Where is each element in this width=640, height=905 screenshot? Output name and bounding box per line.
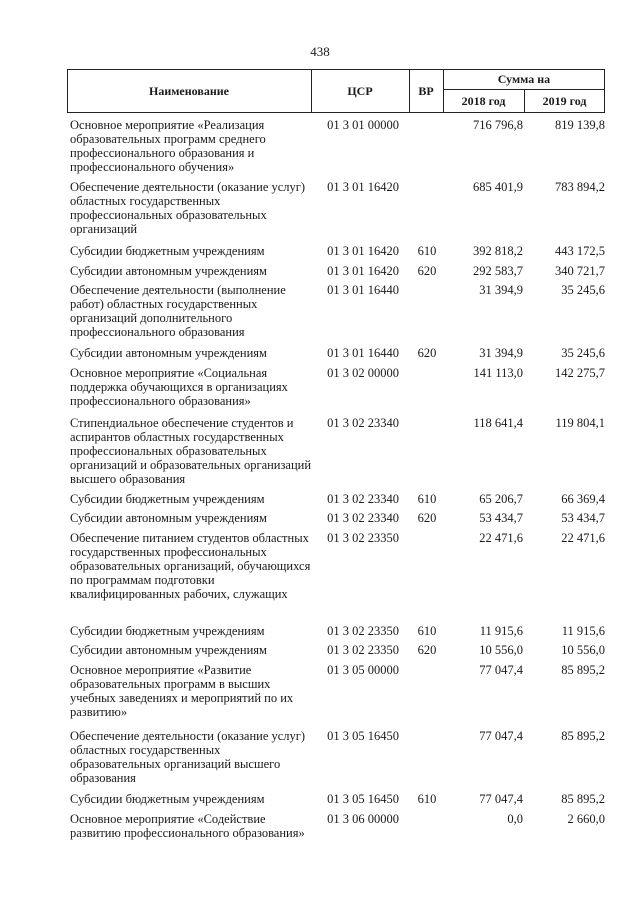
- row-sum-2019: 85 895,2: [561, 663, 605, 677]
- table-header: [67, 69, 605, 113]
- row-csr: 01 3 02 23340: [327, 416, 399, 430]
- row-name: Субсидии автономным учреждениям: [70, 511, 267, 525]
- row-name: Основное мероприятие «Содействие развитию профессионального образования»: [70, 812, 305, 840]
- row-vr: 620: [417, 643, 437, 657]
- row-name: Основное мероприятие «Социальная поддержка обучающихся в организациях профессионального образования»: [70, 366, 288, 408]
- row-sum-2019: 340 721,7: [555, 264, 605, 278]
- row-csr: 01 3 05 00000: [327, 663, 399, 677]
- row-sum-2019: 66 369,4: [561, 492, 605, 506]
- row-vr: 610: [417, 792, 437, 806]
- row-sum-2019: 443 172,5: [555, 244, 605, 258]
- row-sum-2018: 65 206,7: [479, 492, 523, 506]
- row-name: Обеспечение деятельности (оказание услуг) областных государственных образовательных организаций высшего образования: [70, 729, 306, 785]
- row-csr: 01 3 02 23350: [327, 624, 399, 638]
- row-sum-2018: 77 047,4: [479, 663, 523, 677]
- row-csr: 01 3 02 23340: [327, 492, 399, 506]
- row-csr: 01 3 02 00000: [327, 366, 399, 380]
- row-vr: 620: [417, 264, 437, 278]
- row-csr: 01 3 05 16450: [327, 792, 399, 806]
- row-sum-2018: 0,0: [507, 812, 523, 826]
- row-sum-2018: 77 047,4: [479, 729, 523, 743]
- row-name: Субсидии бюджетным учреждениям: [70, 624, 265, 638]
- row-csr: 01 3 01 16440: [327, 283, 399, 297]
- row-sum-2018: 141 113,0: [473, 366, 523, 380]
- row-csr: 01 3 02 23350: [327, 531, 399, 545]
- row-sum-2019: 119 804,1: [555, 416, 605, 430]
- row-name: Субсидии бюджетным учреждениям: [70, 492, 265, 506]
- row-sum-2018: 31 394,9: [479, 283, 523, 297]
- row-csr: 01 3 01 16440: [327, 346, 399, 360]
- row-sum-2019: 819 139,8: [555, 118, 605, 132]
- row-sum-2019: 35 245,6: [561, 346, 605, 360]
- row-vr: 610: [417, 624, 437, 638]
- row-csr: 01 3 02 23350: [327, 643, 399, 657]
- row-csr: 01 3 01 16420: [327, 244, 399, 258]
- row-csr: 01 3 01 16420: [327, 264, 399, 278]
- row-name: Стипендиальное обеспечение студентов и аспирантов областных государственных профессиональных образовательных организаций и образовательных организаций высшего образования: [70, 416, 312, 486]
- row-sum-2019: 85 895,2: [561, 792, 605, 806]
- row-sum-2018: 77 047,4: [479, 792, 523, 806]
- row-vr: 620: [417, 346, 437, 360]
- header-sum: Сумма на: [497, 71, 551, 86]
- row-sum-2018: 685 401,9: [473, 180, 523, 194]
- row-name: Обеспечение питанием студентов областных государственных профессиональных образовательных организаций, обучающихся по программам подготовки квалифицированных рабочих, служащих: [70, 531, 311, 601]
- row-name: Основное мероприятие «Развитие образовательных программ в высших учебных заведениях и мероприятий по их развитию»: [70, 663, 294, 719]
- row-sum-2019: 2 660,0: [567, 812, 605, 826]
- row-sum-2018: 22 471,6: [479, 531, 523, 545]
- row-sum-2018: 53 434,7: [479, 511, 523, 525]
- row-name: Основное мероприятие «Реализация образовательных программ среднего профессионального образования и профессионального обучения»: [70, 118, 266, 174]
- row-sum-2018: 118 641,4: [473, 416, 523, 430]
- row-sum-2018: 716 796,8: [473, 118, 523, 132]
- row-name: Обеспечение деятельности (выполнение работ) областных государственных организаций дополнительного профессионального образования: [70, 283, 286, 339]
- row-name: Обеспечение деятельности (оказание услуг) областных государственных профессиональных образовательных организаций: [70, 180, 306, 236]
- header-vr: ВР: [418, 83, 434, 98]
- row-sum-2019: 10 556,0: [561, 643, 605, 657]
- row-csr: 01 3 06 00000: [327, 812, 399, 826]
- row-sum-2019: 85 895,2: [561, 729, 605, 743]
- row-sum-2019: 11 915,6: [561, 624, 605, 638]
- row-sum-2018: 31 394,9: [479, 346, 523, 360]
- page-number: 438: [310, 44, 330, 59]
- row-name: Субсидии автономным учреждениям: [70, 346, 267, 360]
- row-sum-2018: 392 818,2: [473, 244, 523, 258]
- header-name: Наименование: [149, 83, 229, 98]
- row-vr: 620: [417, 511, 437, 525]
- row-sum-2019: 22 471,6: [561, 531, 605, 545]
- row-sum-2018: 10 556,0: [479, 643, 523, 657]
- row-csr: 01 3 01 16420: [327, 180, 399, 194]
- row-vr: 610: [417, 244, 437, 258]
- row-sum-2019: 53 434,7: [561, 511, 605, 525]
- row-name: Субсидии автономным учреждениям: [70, 643, 267, 657]
- header-year-2019: 2019 год: [542, 93, 587, 108]
- row-csr: 01 3 01 00000: [327, 118, 399, 132]
- row-vr: 610: [417, 492, 437, 506]
- header-csr: ЦСР: [347, 83, 373, 98]
- row-sum-2018: 292 583,7: [473, 264, 523, 278]
- row-sum-2018: 11 915,6: [479, 624, 523, 638]
- row-sum-2019: 783 894,2: [555, 180, 605, 194]
- row-sum-2019: 35 245,6: [561, 283, 605, 297]
- row-name: Субсидии бюджетным учреждениям: [70, 244, 265, 258]
- row-name: Субсидии бюджетным учреждениям: [70, 792, 265, 806]
- row-sum-2019: 142 275,7: [555, 366, 605, 380]
- row-csr: 01 3 02 23340: [327, 511, 399, 525]
- header-year-2018: 2018 год: [461, 93, 506, 108]
- row-name: Субсидии автономным учреждениям: [70, 264, 267, 278]
- row-csr: 01 3 05 16450: [327, 729, 399, 743]
